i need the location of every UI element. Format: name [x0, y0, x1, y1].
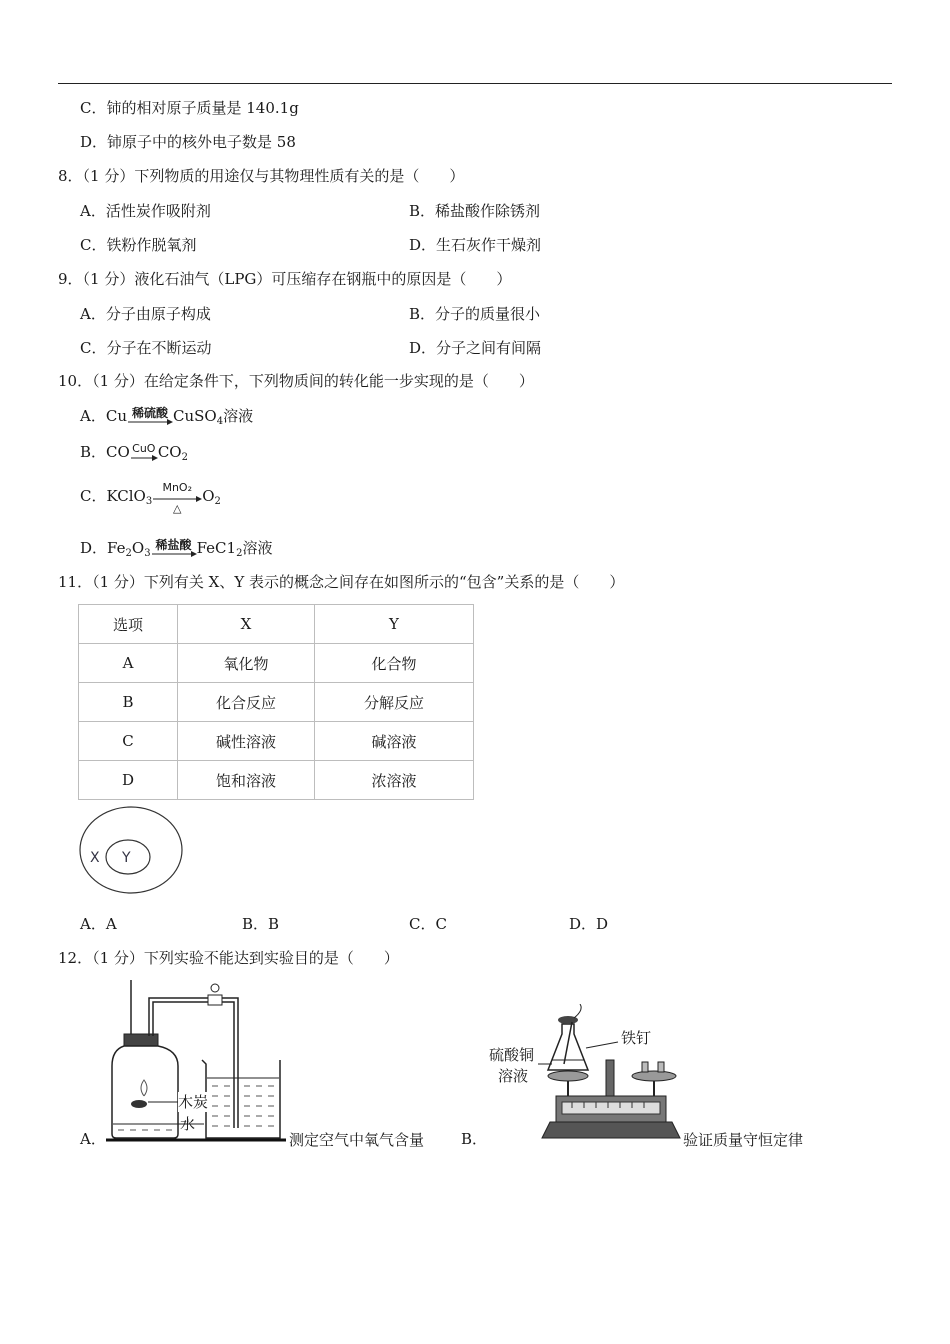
- q10-a-product-tail: 溶液: [223, 407, 254, 425]
- q10-c-reactant: KClO: [106, 487, 146, 505]
- table-cell: 化合物: [315, 644, 474, 683]
- q12-option-a-label[interactable]: A．: [80, 1130, 106, 1148]
- q12-option-b-label[interactable]: B．: [461, 1130, 488, 1148]
- q10-option-c[interactable]: [80, 481, 221, 515]
- table-cell: 氧化物: [178, 644, 315, 683]
- q10-c-arrow: [152, 481, 202, 515]
- q10-option-d[interactable]: [80, 538, 272, 564]
- table-cell: 化合反应: [178, 683, 315, 722]
- table-cell: 饱和溶液: [178, 761, 315, 800]
- q10-d-label: D．: [80, 539, 108, 557]
- q9-option-d[interactable]: D．分子之间有间隔: [409, 339, 542, 357]
- q10-d-reactant-mid: O: [131, 539, 145, 557]
- table-cell: C: [79, 722, 178, 761]
- q10-d-product: FeC1: [196, 539, 237, 557]
- q10-d-product-tail: 溶液: [242, 539, 273, 557]
- q12-b-caption: 验证质量守恒定律: [683, 1131, 804, 1149]
- q11-table: [78, 604, 474, 800]
- label-water: 水: [180, 1115, 196, 1133]
- q10-b-reactant: CO: [106, 443, 130, 461]
- table-cell: 分解反应: [315, 683, 474, 722]
- q10-c-product: O: [202, 487, 215, 505]
- q10-d-reactant: Fe: [107, 539, 126, 557]
- q9-stem: 9．（1 分）液化石油气（LPG）可压缩存在钢瓶中的原因是（ ）: [58, 270, 512, 288]
- table-row: [79, 722, 474, 761]
- q10-stem: 10．（1 分）在给定条件下，下列物质间的转化能一步实现的是（ ）: [58, 372, 534, 390]
- table-row: [79, 761, 474, 800]
- q10-a-label: A．: [80, 407, 106, 425]
- venn-label-x: X: [90, 850, 100, 866]
- q10-d-condition: 稀盐酸: [155, 538, 192, 552]
- q10-a-condition: 稀硫酸: [131, 406, 168, 420]
- table-row: [79, 644, 474, 683]
- table-header-cell: Y: [315, 605, 474, 644]
- q10-d-reactant-sub2: 3: [144, 548, 151, 559]
- table-cell: 碱性溶液: [178, 722, 315, 761]
- q12-stem: 12．（1 分）下列实验不能达到实验目的是（ ）: [58, 949, 399, 967]
- q10-c-reactant-sub: 3: [145, 496, 153, 507]
- q10-c-label: C．: [80, 487, 107, 505]
- venn-label-y: Y: [122, 850, 131, 866]
- header-rule: [58, 83, 892, 84]
- table-header-cell: 选项: [79, 605, 178, 644]
- table-row: [79, 683, 474, 722]
- q8-option-a[interactable]: A．活性炭作吸附剂: [80, 202, 211, 220]
- q10-d-arrow: [151, 539, 197, 559]
- q10-d-product-sub: 2: [236, 548, 243, 559]
- q9-option-a[interactable]: A．分子由原子构成: [80, 305, 211, 323]
- q11-option-a[interactable]: A．A: [80, 915, 117, 933]
- q10-b-product-sub: 2: [181, 452, 188, 463]
- q11-option-d[interactable]: D．D: [569, 915, 609, 933]
- q10-c-condition: MnO₂: [162, 481, 192, 494]
- q8-option-c[interactable]: C．铁粉作脱氧剂: [80, 236, 197, 254]
- q7-option-c[interactable]: C．铈的相对原子质量是 140.1g: [80, 99, 299, 117]
- q10-b-product: CO: [157, 443, 182, 461]
- table-cell: 浓溶液: [315, 761, 474, 800]
- q9-option-b[interactable]: B．分子的质量很小: [409, 305, 541, 323]
- q8-stem: 8．（1 分）下列物质的用途仅与其物理性质有关的是（ ）: [58, 167, 465, 185]
- label-solution: 溶液: [498, 1067, 529, 1085]
- apparatus-a-oxygen: [104, 978, 290, 1144]
- q10-a-product: CuSO: [172, 407, 217, 425]
- q11-option-b[interactable]: B．B: [242, 915, 280, 933]
- q8-option-d[interactable]: D．生石灰作干燥剂: [409, 236, 542, 254]
- q10-option-a[interactable]: [80, 406, 253, 432]
- q10-b-condition: CuO: [132, 442, 156, 455]
- q10-a-reactant: Cu: [105, 407, 127, 425]
- table-cell: A: [79, 644, 178, 683]
- label-charcoal: 木炭: [178, 1093, 209, 1111]
- label-copper-sulfate: 硫酸铜: [489, 1046, 535, 1064]
- label-iron-nail: 铁钉: [621, 1029, 652, 1047]
- table-cell: B: [79, 683, 178, 722]
- table-cell: D: [79, 761, 178, 800]
- q10-option-b[interactable]: [80, 442, 188, 468]
- q8-option-b[interactable]: B．稀盐酸作除锈剂: [409, 202, 541, 220]
- apparatus-b-balance: [538, 1004, 684, 1144]
- q9-option-c[interactable]: C．分子在不断运动: [80, 339, 212, 357]
- q10-c-product-sub: 2: [214, 496, 221, 507]
- table-header-cell: X: [178, 605, 315, 644]
- q7-option-d[interactable]: D．铈原子中的核外电子数是 58: [80, 133, 296, 151]
- table-cell: 碱溶液: [315, 722, 474, 761]
- q10-c-heat: △: [173, 502, 182, 515]
- q10-b-arrow: [130, 443, 158, 463]
- q12-a-caption: 测定空气中氧气含量: [289, 1131, 425, 1149]
- q10-d-reactant-sub1: 2: [125, 548, 132, 559]
- q10-a-arrow: [127, 407, 173, 427]
- q10-a-product-sub: 4: [216, 416, 224, 427]
- q11-option-c[interactable]: C．C: [409, 915, 447, 933]
- table-header-row: [79, 605, 474, 644]
- q11-stem: 11．（1 分）下列有关 X、Y 表示的概念之间存在如图所示的“包含”关系的是（ ）: [58, 573, 625, 591]
- q10-b-label: B．: [80, 443, 107, 461]
